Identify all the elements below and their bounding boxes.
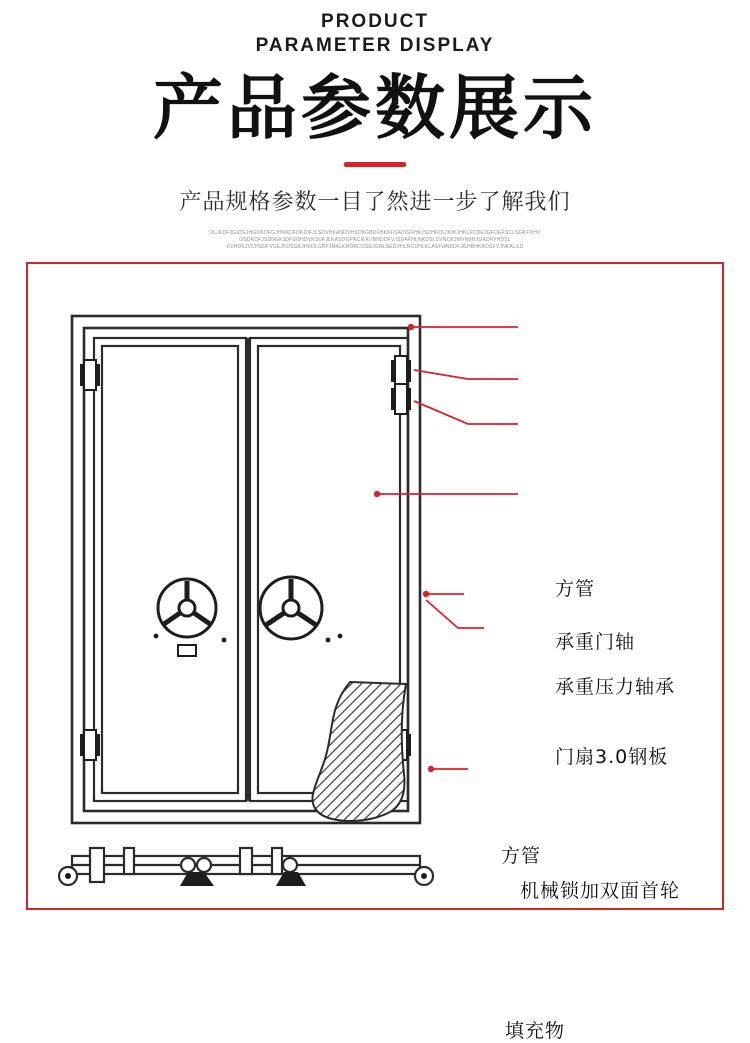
page-header [0,0,750,251]
hinge-bottom-left [80,730,100,760]
eyebrow-text [0,10,750,58]
micro-text-line-2: OSDKDFJSDNGKJDFSGHDVKSDFJLKASDGFNCIEKVBHDDFVJSDAFHLNKDSLSVNCKJMVNBHJGKDFYHDSL [239,237,511,243]
leader-door-leaf-steel [374,491,518,497]
leader-load-bearing-hinge [414,370,518,379]
micro-text-line-3: KVHDKJVCHSDFVUEJFDSGKJHFDLGRFJRKLKRORCOSEJGNLSEDVHLRCVHLKLASFGNKDFJGHBHKKDSFVJNKALSD [226,244,524,250]
eyebrow-line-2: PARAMETER DISPLAY [255,35,495,56]
leader-square-tube-top [408,324,518,330]
title-underline-rule [344,162,406,167]
leader-filling-material [428,766,468,772]
callout-label-load-bearing-hinge: 承重门轴 [555,631,636,653]
leader-thrust-bearing [414,401,518,424]
callout-label-thrust-bearing: 承重压力轴承 [555,676,676,698]
handwheel-left [158,579,216,656]
product-diagram-frame [26,262,724,1042]
hinge-top-right-upper [391,356,411,386]
hinge-top-left [80,360,100,390]
leader-mech-lock-rollers [426,600,484,628]
eyebrow-line-1: PRODUCT [321,11,429,32]
door-leaf-left [94,338,246,801]
callout-label-square-tube-mid: 方管 [501,845,542,867]
callout-label-square-tube-top: 方管 [555,578,596,600]
filling-material-hatch [312,682,406,821]
decorative-micro-text [0,230,750,251]
callout-label-door-leaf-steel: 门扇3.0钢板 [555,746,669,768]
door-technical-drawing [28,264,722,908]
page-title: 产品参数展示 [153,67,597,149]
leader-square-tube-mid [423,591,464,597]
bottom-track-assembly [59,848,433,886]
handwheel-right [260,577,322,639]
micro-text-line-1: OLJKDFJGIDGJHGOKDFGJHNKDFDKDIFJLSDVHKASDVHSDKGBDFHKKFSADIGFHKJSDHFOLDDKJHKLFCDEJGFOEFSCLSGKFDHV [209,230,541,236]
callout-label-mech-lock-rollers: 机械锁加双面首轮 [520,880,681,902]
callout-label-filling-material: 填充物 [505,1020,566,1042]
hinge-top-right-lower [391,384,411,414]
page-subtitle: 产品规格参数一目了然进一步了解我们 [179,189,571,214]
